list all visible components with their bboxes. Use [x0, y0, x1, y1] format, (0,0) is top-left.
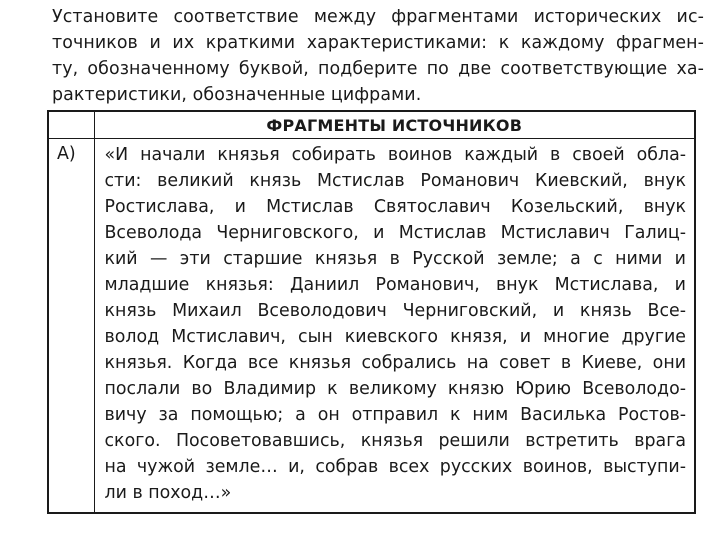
fragment-line: сти: великий князь Мстислав Романович Киевский, внук — [104, 171, 686, 191]
fragment-line: князь Михаил Всеволодович Черниговский, и князь Все- — [104, 301, 686, 321]
fragment-line: «И начали князья собирать воинов каждый в своей обла- — [104, 145, 686, 165]
table-header-row — [48, 111, 695, 139]
fragment-line: послали во Владимир к великому князю Юрию Всеволодо- — [104, 379, 686, 399]
fragment-line: на чужой земле… и, собрав всех русских воинов, выступи- — [104, 457, 686, 477]
fragment-line: князья. Когда все князья собрались на совет в Киеве, они — [104, 353, 686, 373]
table-row — [48, 139, 695, 514]
header-empty-cell — [48, 111, 94, 139]
fragment-line: Ростислава, и Мстислав Святославич Козельский, внук — [104, 197, 686, 217]
fragment-line: ли в поход…» — [104, 483, 232, 503]
instruction-line: ту, обозначенному буквой, подберите по две соответствующие ха- — [52, 59, 704, 79]
fragment-letter: А) — [48, 139, 94, 514]
fragment-line: ского. Посоветовавшись, князья решили встретить врага — [104, 431, 686, 451]
instruction-line: Установите соответствие между фрагментами исторических ис- — [52, 7, 704, 27]
fragment-line: волод Мстиславич, сын киевского князя, и многие другие — [104, 327, 686, 347]
fragment-line: вичу за помощью; а он отправил к ним Василька Ростов- — [104, 405, 686, 425]
fragment-line: Всеволода Черниговского, и Мстислав Мстиславич Галиц- — [104, 223, 686, 243]
fragment-line: кий — эти старшие князья в Русской земле; а с ними и — [104, 249, 686, 269]
fragment-text — [94, 139, 695, 514]
instruction-line: точников и их краткими характеристиками: к каждому фрагмен- — [52, 33, 704, 53]
sources-table — [47, 110, 696, 514]
task-instructions — [52, 4, 704, 108]
instruction-line: рактеристики, обозначенные цифрами. — [52, 85, 422, 105]
fragment-line: младшие князья: Даниил Романович, внук Мстислава, и — [104, 275, 686, 295]
table-header: ФРАГМЕНТЫ ИСТОЧНИКОВ — [94, 111, 695, 139]
